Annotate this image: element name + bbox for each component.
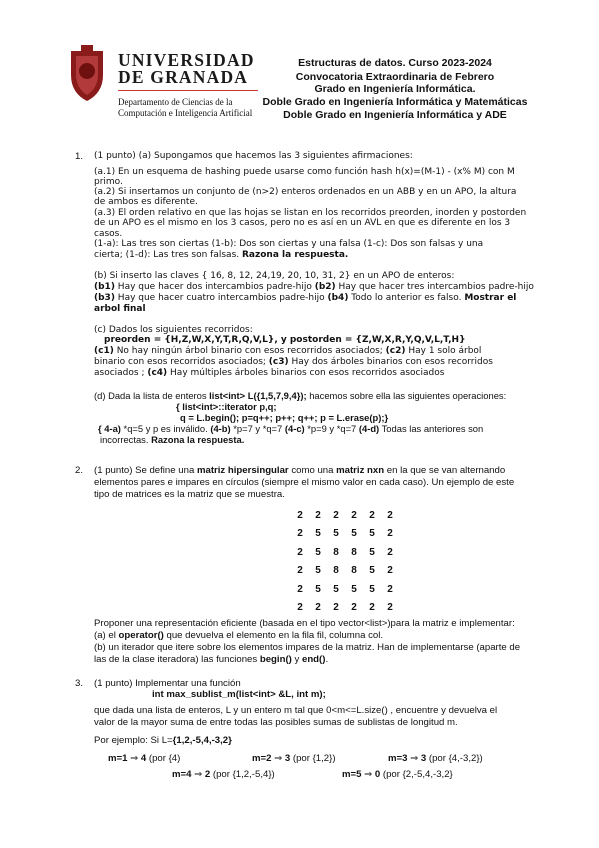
matrix-cell: 5: [315, 546, 321, 558]
matrix-cell: 8: [351, 565, 357, 577]
q1-d-options: { 4-a) *q=5 y p es inválido. (4-b) *p=7 y *q=7 (4-c) *p=9 y *q=7 (4-d) Todas las anteriores son: [98, 423, 484, 434]
matrix-cell: 5: [369, 546, 375, 558]
q1-b-line-2: (b1) Hay que hacer dos intercambios padre-hijo (b2) Hay que hacer tres intercambios padre-hijo: [94, 282, 534, 292]
q1-b-line-3: (b3) Hay que hacer cuatro intercambios padre-hijo (b4) Todo lo anterior es falso. Mostrar el: [94, 293, 517, 303]
matrix-cell: 2: [387, 565, 393, 577]
q1-a-line-1: (a.1) En un esquema de hashing puede usarse como función hash h(x)=(M-1) - (x% M) con M: [94, 167, 515, 177]
q1-a-line-8: (1-a): Las tres son ciertas (1-b): Dos son ciertas y una falsa (1-c): Dos son falsas y una: [94, 239, 484, 249]
q3-line-1: (1 punto) Implementar una función: [94, 678, 241, 689]
university-name-line2: DE GRANADA: [118, 67, 249, 87]
matrix-cell: 2: [387, 546, 393, 558]
matrix-cell: 2: [369, 510, 375, 521]
q1-d-code-2: q = L.begin(); p=q++; p++; q++; p = L.erase(p);}: [180, 412, 389, 423]
university-crest-icon: [67, 45, 107, 103]
q2-para-1: Proponer una representación eficiente (basada en el tipo vector<list>)para la matriz e implementar:: [94, 618, 515, 629]
matrix-cell: 5: [315, 583, 321, 595]
matrix-cell: 2: [333, 602, 339, 613]
matrix-cell: 2: [351, 510, 357, 521]
q1-d-line-1: (d) Dada la lista de enteros list<int> L({1,5,7,9,4}); hacemos sobre ella las siguientes operaciones:: [94, 390, 507, 401]
question-1-number: 1.: [75, 151, 84, 162]
matrix-cell: 5: [369, 583, 375, 595]
matrix-row: [292, 602, 412, 618]
degree-line: Grado en Ingeniería Informática.: [314, 83, 476, 95]
double-degree-math: Doble Grado en Ingeniería Informática y Matemáticas: [262, 96, 528, 108]
matrix-cell: 5: [333, 528, 339, 540]
matrix-cell: 2: [351, 602, 357, 613]
matrix-cell: 5: [333, 583, 339, 595]
matrix-cell: 2: [387, 510, 393, 521]
matrix-row: [292, 547, 412, 563]
question-3-number: 3.: [75, 678, 84, 689]
matrix-cell: 2: [387, 602, 393, 613]
matrix-cell: 8: [351, 546, 357, 558]
matrix-cell: 2: [297, 546, 303, 558]
matrix-row: [292, 565, 412, 581]
q1-b-line-1: (b) Si inserto las claves { 16, 8, 12, 24,19, 20, 10, 31, 2} en un APO de enteros:: [94, 271, 455, 281]
q2-para-3: (b) un iterador que itere sobre los elementos impares de la matriz. Han de implementarse (aparte de: [94, 642, 521, 653]
matrix-row: [292, 510, 412, 526]
q2-line-1: (1 punto) Se define una matriz hipersingular como una matriz nxn en la que se van alternando: [94, 465, 506, 476]
matrix-row: [292, 528, 412, 544]
matrix-cell: 2: [369, 602, 375, 613]
q3-result-m5: m=5 ⇒ 0 (por {2,-5,4,-3,2}: [342, 769, 453, 780]
matrix-cell: 8: [333, 546, 339, 558]
matrix-cell: 5: [369, 565, 375, 577]
q2-line-2: elementos pares e impares en círculos (siempre el mismo valor en cada caso). Un ejemplo de este: [94, 477, 515, 488]
q3-desc-1: que dada una lista de enteros, L y un entero m tal que 0<m<=L.size() , encuentre y devuelva el: [94, 705, 498, 716]
q1-a-line-2: primo.: [94, 177, 123, 187]
q3-desc-2: valor de la mayor suma de entre todas las posibles sumas de sublistas de longitud m.: [94, 717, 458, 728]
q1-c-line-4: binario con esos recorridos asociados; (c3) Hay dos árboles binarios con esos recorridos: [94, 357, 493, 367]
matrix-cell: 2: [315, 510, 321, 521]
q3-result-m1: m=1 ⇒ 4 (por {4): [108, 753, 181, 764]
q1-c-line-3: (c1) No hay ningún árbol binario con esos recorridos asociados; (c2) Hay 1 solo árbol: [94, 346, 482, 356]
matrix-cell: 5: [351, 583, 357, 595]
q3-result-m3: m=3 ⇒ 3 (por {4,-3,2}): [388, 753, 483, 764]
q1-d-last: incorrectas. Razona la respuesta.: [100, 434, 245, 445]
matrix-cell: 5: [315, 565, 321, 577]
matrix-cell: 2: [387, 528, 393, 540]
q3-example: Por ejemplo: Si L={1,2,-5,4,-3,2}: [94, 735, 232, 746]
question-2-number: 2.: [75, 465, 84, 476]
q1-c-line-5: asociados ; (c4) Hay múltiples árboles binarios con esos recorridos asociados: [94, 368, 445, 378]
q1-a-line-9: cierta; (1-d): Las tres son falsas. Razona la respuesta.: [94, 250, 349, 260]
q3-result-m4: m=4 ⇒ 2 (por {1,2,-5,4}): [172, 769, 275, 780]
q1-a-line-3: (a.2) Si insertamos un conjunto de (n>2) enteros ordenados en un ABB y en un APO, la altura: [94, 187, 517, 197]
department-line2: Computación e Inteligencia Artificial: [118, 108, 253, 118]
q1-c-traversals: preorden = {H,Z,W,X,Y,T,R,Q,V,L}, y postorden = {Z,W,X,R,Y,Q,V,L,T,H}: [104, 335, 466, 345]
matrix-cell: 2: [297, 602, 303, 613]
double-degree-ade: Doble Grado en Ingeniería Informática y ADE: [283, 109, 507, 121]
q1-a-line-4: de ambos es diferente.: [94, 197, 198, 207]
matrix-cell: 2: [333, 510, 339, 521]
matrix-cell: 2: [297, 510, 303, 521]
q1-a-line-7: casos.: [94, 229, 123, 239]
q1-a-line-5: (a.3) El orden relativo en que las hojas se listan en los recorridos preorden, inorden y postorden: [94, 208, 527, 218]
matrix-cell: 5: [315, 528, 321, 540]
q1-a-line-6: de un APO es el mismo en los 3 casos, pero no es así en un AVL en que es diferente en los 3: [94, 218, 511, 228]
exam-call: Convocatoria Extraordinaria de Febrero: [295, 71, 495, 83]
university-name-line1: UNIVERSIDAD: [118, 50, 255, 70]
question-1-intro: (1 punto) (a) Supongamos que hacemos las 3 siguientes afirmaciones:: [94, 151, 413, 161]
matrix-cell: 5: [351, 528, 357, 540]
matrix-cell: 2: [315, 602, 321, 613]
department-line1: Departamento de Ciencias de la: [118, 97, 233, 107]
matrix-row: [292, 584, 412, 600]
q2-line-3: tipo de matrices es la matriz que se muestra.: [94, 489, 285, 500]
matrix-cell: 5: [369, 528, 375, 540]
q3-result-m2: m=2 ⇒ 3 (por {1,2}): [252, 753, 336, 764]
course-title: Estructuras de datos. Curso 2023-2024: [298, 57, 492, 69]
q3-function-signature: int max_sublist_m(list<int> &L, int m);: [152, 689, 326, 700]
q1-c-line-1: (c) Dados los siguientes recorridos:: [94, 325, 253, 335]
q1-b-line-4: arbol final: [94, 304, 146, 314]
matrix-cell: 2: [387, 583, 393, 595]
q2-para-4: las de la clase iteradora) las funciones begin() y end().: [94, 654, 329, 665]
matrix-cell: 2: [297, 583, 303, 595]
matrix-cell: 8: [333, 565, 339, 577]
matrix-cell: 2: [297, 528, 303, 540]
header-rule: [118, 90, 258, 91]
matrix-cell: 2: [297, 565, 303, 577]
q2-para-2: (a) el operator() que devuelva el elemento en la fila fil, columna col.: [94, 630, 384, 641]
q1-d-code-1: { list<int>::iterator p,q;: [176, 401, 277, 412]
